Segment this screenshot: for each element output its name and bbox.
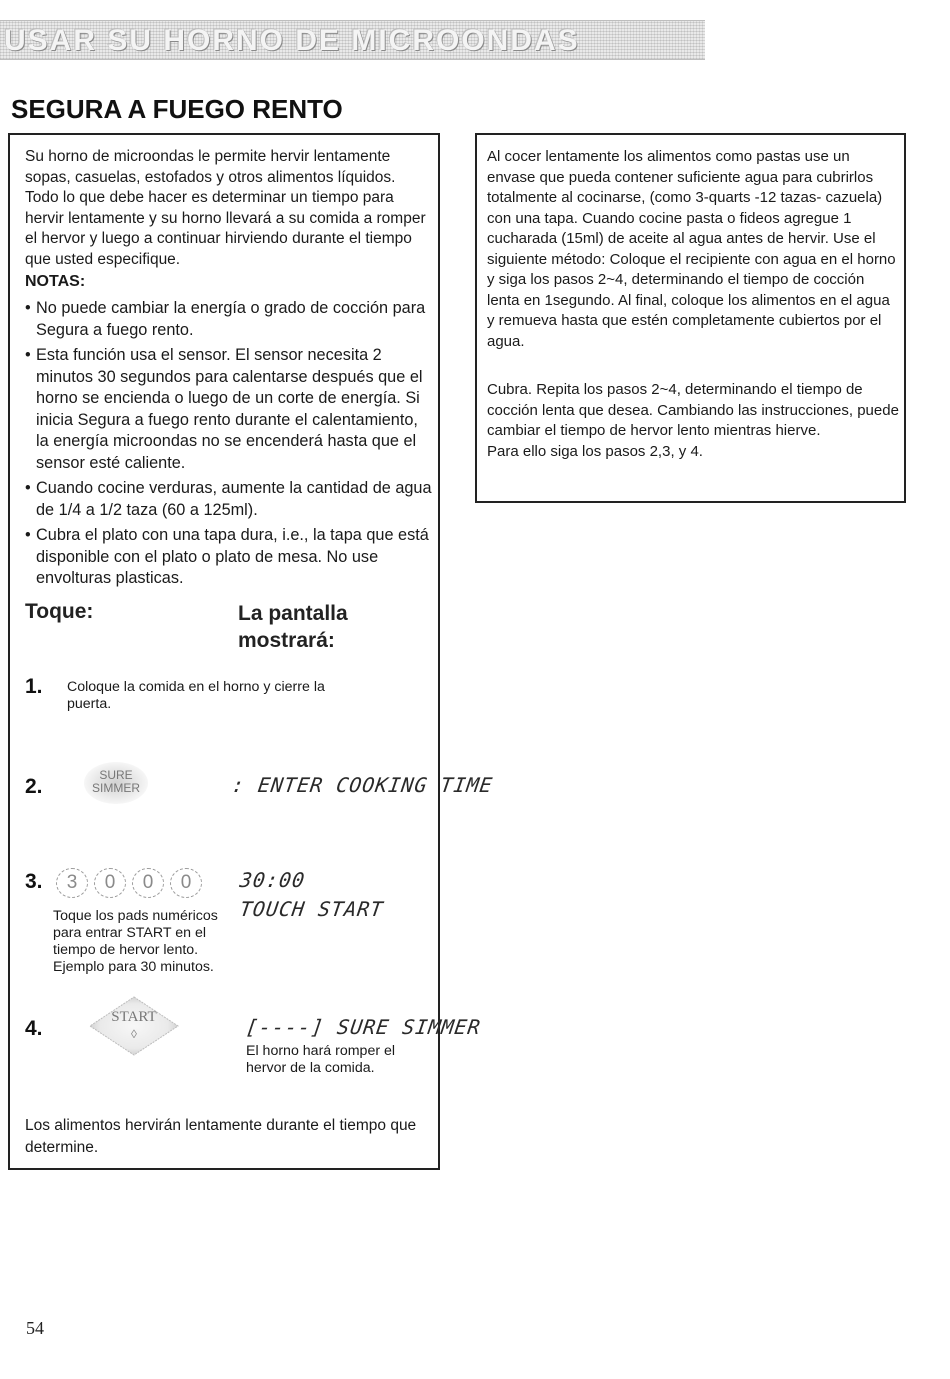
chapter-header-band — [0, 20, 705, 60]
number-pad-3[interactable]: 3 — [56, 868, 88, 898]
bullet-icon: • — [25, 526, 31, 544]
closing-paragraph: Los alimentos hervirán lentamente durante el tiempo que determine. — [25, 1117, 417, 1156]
notes-list — [25, 298, 435, 594]
number-pad-0[interactable]: 0 — [170, 868, 202, 898]
step-4-text: El horno hará romper el hervor de la comida. — [246, 1043, 396, 1076]
display-column-heading: La pantalla mostrará: — [238, 602, 348, 652]
intro-paragraph: Su horno de microondas le permite hervir lentamente sopas, casuelas, estofados y otros alimentos líquidos. Todo lo que debe hacer es determinar un tiempo para hervir lentamente y su horno llevará a su comida a romper el hervor y luego a continuar hirviendo durante el tiempo que usted especifique. — [25, 148, 426, 268]
sure-simmer-button[interactable] — [84, 762, 148, 804]
touch-column-heading: Toque: — [25, 600, 94, 623]
step-3-number: 3. — [25, 870, 43, 893]
number-pad-0[interactable]: 0 — [94, 868, 126, 898]
note-item: • Esta función usa el sensor. El sensor necesita 2 minutos 30 segundos para calentarse después que el horno se encienda o luego de un corte de energía. Si inicia Segura a fuego rento durante el calentamiento, la energía microondas no se encenderá hasta que el sensor esté caliente. — [25, 346, 423, 472]
instructions-box — [8, 133, 495, 1170]
start-button-label: START — [111, 1009, 157, 1025]
step-1-text: Coloque la comida en el horno y cierre la puerta. — [67, 679, 325, 712]
bullet-icon: • — [25, 479, 31, 497]
start-button-shape — [88, 995, 180, 1057]
bullet-icon: • — [25, 346, 31, 364]
step-4-number: 4. — [25, 1017, 43, 1040]
chapter-header-text: USAR SU HORNO DE MICROONDAS — [4, 24, 580, 57]
step-3-text: Toque los pads numéricos para entrar START en el tiempo de hervor lento. Ejemplo para 30 minutos. — [53, 908, 218, 975]
note-item: • Cuando cocine verduras, aumente la cantidad de agua de 1/4 a 1/2 taza (60 a 125ml). — [25, 479, 432, 519]
number-pad-0[interactable]: 0 — [132, 868, 164, 898]
step-2-number: 2. — [25, 775, 43, 798]
bullet-icon: • — [25, 299, 31, 317]
step-1-number: 1. — [25, 675, 43, 698]
start-diamond-icon: ◊ — [131, 1027, 137, 1041]
step-3-display-time: 30:00 — [238, 868, 307, 892]
notes-heading: NOTAS: — [25, 273, 86, 290]
section-title: SEGURA A FUEGO RENTO — [11, 94, 343, 124]
page-number: 54 — [26, 1318, 44, 1338]
sure-simmer-line1: SURE — [99, 768, 133, 782]
note-item: • Cubra el plato con una tapa dura, i.e., la tapa que está disponible con el plato o plato de mesa. No use envolturas plasticas. — [25, 526, 429, 587]
tip-paragraph-1: Al cocer lentamente los alimentos como pastas use un envase que pueda contener suficiente agua para cubrirlos totalmente al cocinarse, (como 3-quarts -12 tazas- cazuela) con una tapa. Cuando cocine pasta o fideos agregue 1 cucharada (15ml) de aceite al agua antes de hervir. Use el siguiente método: Coloque el recipiente con agua en el horno y siga los pasos 2~4, determinando el tiempo de cocción lenta en 1segundo. Al final, coloque los alimentos en el agua y remueva hasta que estén completamente cubiertos por el agua. — [487, 148, 896, 350]
tip-box — [475, 133, 906, 503]
start-button[interactable] — [88, 995, 180, 1057]
note-item: • No puede cambiar la energía o grado de cocción para Segura a fuego rento. — [25, 299, 426, 339]
step-3-display-prompt: TOUCH START — [238, 897, 386, 921]
sure-simmer-line2: SIMMER — [92, 781, 140, 795]
tip-paragraph-2: Cubra. Repita los pasos 2~4, determinando el tiempo de cocción lenta que desea. Cambiando las instrucciones, puede cambiar el tiempo de hervor lento mientras hierve. Para ello siga los pasos 2,3, y 4. — [487, 381, 899, 460]
step-4-display: [----] SURE SIMMER — [244, 1015, 483, 1039]
step-2-display: : ENTER COOKING TIME — [230, 773, 495, 797]
